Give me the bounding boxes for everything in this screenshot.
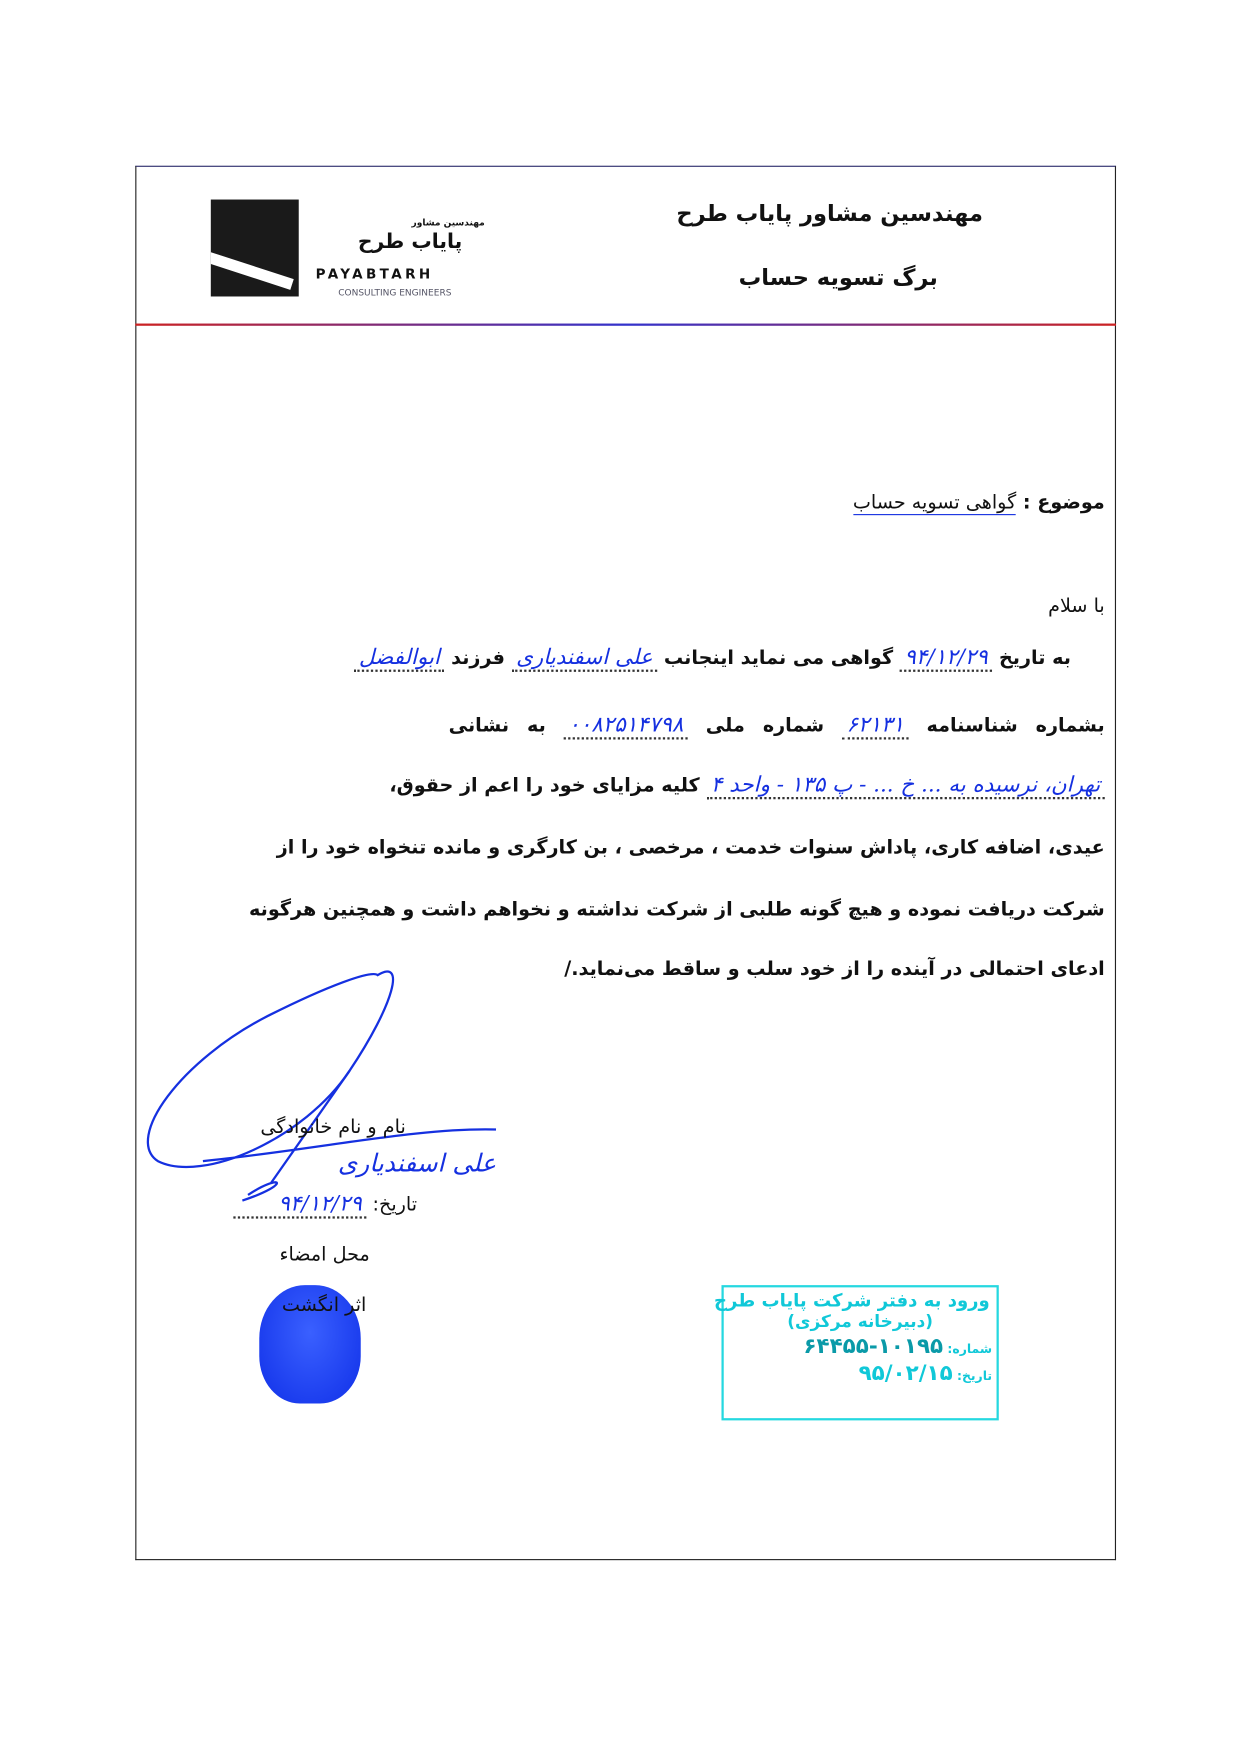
name-label: نام و نام خانوادگی — [260, 1116, 406, 1139]
text: شماره ملی — [705, 714, 825, 738]
signature-place-label: محل امضاء — [279, 1243, 370, 1266]
date-label: تاریخ: — [372, 1193, 418, 1217]
stamp-date-label: تاریخ: — [957, 1368, 993, 1384]
handwritten-father-name: ابوالفضل — [354, 645, 444, 672]
handwritten-date: ۹۴/۱۲/۲۹ — [900, 645, 992, 672]
form-title: برگ تسویه حساب — [738, 263, 938, 291]
stamp-date-value: ۹۵/۰۲/۱۵ — [858, 1360, 953, 1386]
handwritten-signature-date: ۹۴/۱۲/۲۹ — [233, 1192, 366, 1219]
text: گواهی می نماید اینجانب — [663, 647, 894, 670]
handwritten-signature-name: علی اسفندیاری — [337, 1149, 497, 1179]
subject-value: گواهی تسویه حساب — [852, 491, 1017, 515]
stamp-number — [724, 1331, 997, 1360]
subject-line — [564, 492, 1105, 515]
body-line-3 — [203, 772, 1105, 799]
logo-fa-small: مهندسین مشاور — [411, 217, 485, 228]
text: به تاریخ — [998, 647, 1071, 670]
handwritten-id-number: ۶۲۱۳۱ — [842, 712, 909, 739]
company-logo-mark — [211, 200, 299, 297]
handwritten-national-id: ۰۰۸۲۵۱۴۷۹۸ — [564, 712, 688, 739]
logo-en-sub: CONSULTING ENGINEERS — [338, 287, 452, 298]
text: بشماره شناسنامه — [926, 714, 1105, 738]
subject-label: موضوع : — [1022, 491, 1105, 515]
stamp-line-2: (دبیرخانه مرکزی) — [787, 1311, 934, 1332]
logo-fa-name: پایاب طرح — [357, 229, 463, 254]
body-line-1 — [203, 645, 1071, 672]
stamp-line-1: ورود به دفتر شرکت پایاب طرح — [713, 1289, 990, 1312]
logo-en-name: PAYABTARH — [315, 266, 434, 282]
stamp-number-label: شماره: — [947, 1341, 993, 1357]
body-line-6: ادعای احتمالی در آینده را از خود سلب و ساقط می‌نماید./ — [564, 958, 1105, 981]
handwritten-address: تهران، نرسیده به ... خ ... - پ ۱۳۵ - واحد ۴ — [706, 772, 1104, 799]
body-line-4: عیدی، اضافه کاری، پاداش سنوات خدمت ، مرخصی ، بن کارگری و مانده تنخواه خود را از — [276, 836, 1105, 860]
header-divider — [135, 324, 1116, 326]
stamp-date — [724, 1361, 997, 1386]
fingerprint-label: اثر انگشت — [281, 1294, 367, 1317]
body-line-5: شرکت دریافت نموده و هیچ گونه طلبی از شرکت نداشته و نخواهم داشت و همچنین هرگونه — [249, 898, 1105, 922]
company-title: مهندسین مشاور پایاب طرح — [676, 199, 984, 227]
text: کلیه مزایای خود را اعم از حقوق، — [389, 774, 700, 798]
office-entry-stamp — [713, 1285, 998, 1420]
text: به نشانی — [448, 714, 546, 738]
signature-date-line — [209, 1192, 418, 1219]
stamp-number-value: ۱۰۱۹۵-۶۴۴۵۵ — [803, 1333, 944, 1359]
greeting: با سلام — [1048, 595, 1105, 618]
handwritten-name: علی اسفندیاری — [512, 645, 658, 672]
body-line-2 — [203, 712, 1105, 739]
text: فرزند — [451, 647, 505, 670]
